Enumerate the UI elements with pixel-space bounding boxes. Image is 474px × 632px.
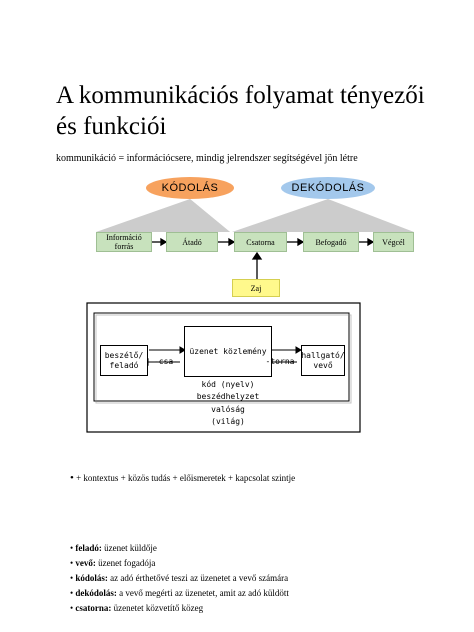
flow-transmitter-box: Átadó bbox=[166, 232, 218, 252]
flow-channel-box: Csatorna bbox=[234, 232, 287, 252]
context-line bbox=[70, 472, 295, 484]
message-box: üzenet közlemény bbox=[184, 326, 272, 377]
sender-box: beszélő/ feladó bbox=[100, 345, 148, 376]
channel-label-left: -csa- bbox=[153, 357, 179, 366]
term: csatorna: bbox=[75, 603, 112, 613]
term: dekódolás: bbox=[75, 588, 117, 598]
decoding-funnel bbox=[232, 199, 414, 232]
list-item bbox=[70, 556, 289, 571]
bullet-icon: • bbox=[70, 558, 76, 568]
definitions-list bbox=[70, 541, 289, 616]
reality-label: valóság bbox=[211, 405, 245, 414]
context-text: + kontextus + közös tudás + előismeretek + kapcsolat szintje bbox=[76, 473, 296, 483]
definition: üzenet küldője bbox=[101, 543, 157, 553]
bullet-icon: • bbox=[70, 603, 76, 613]
situation-label: beszédhelyzet bbox=[196, 392, 260, 401]
code-label: kód (nyelv) bbox=[201, 380, 255, 389]
definition: a vevő megérti az üzenetet, amit az adó küldött bbox=[116, 588, 289, 598]
list-item bbox=[70, 601, 289, 616]
definition: az adó érthetővé teszi az üzenetet a vevő számára bbox=[107, 573, 289, 583]
encoding-label: KÓDOLÁS bbox=[146, 177, 234, 199]
receiver-box: hallgató/ vevő bbox=[301, 345, 345, 376]
bullet-icon: • bbox=[70, 588, 76, 598]
term: feladó: bbox=[75, 543, 102, 553]
flow-receiver-box: Befogadó bbox=[303, 232, 359, 252]
encoding-funnel-left bbox=[96, 199, 230, 232]
noise-box: Zaj bbox=[232, 279, 280, 297]
definition: üzenetet közvetítő közeg bbox=[111, 603, 204, 613]
term: vevő: bbox=[75, 558, 96, 568]
bullet-icon: • bbox=[70, 472, 74, 484]
channel-label-right: -torna bbox=[265, 357, 295, 366]
list-item bbox=[70, 571, 289, 586]
definition-line: kommunikáció = információcsere, mindig jelrendszer segítségével jön létre bbox=[56, 153, 358, 164]
term: kódolás: bbox=[75, 573, 108, 583]
page-title: A kommunikációs folyamat tényezői és funkciói bbox=[56, 82, 425, 140]
definition: üzenet fogadója bbox=[95, 558, 156, 568]
decoding-label: DEKÓDOLÁS bbox=[281, 177, 375, 199]
list-item bbox=[70, 541, 289, 556]
flow-destination-box: Végcél bbox=[373, 232, 414, 252]
bullet-icon: • bbox=[70, 573, 76, 583]
world-label: (világ) bbox=[211, 417, 245, 426]
bullet-icon: • bbox=[70, 543, 76, 553]
flow-source-box: Információ forrás bbox=[96, 232, 152, 252]
list-item bbox=[70, 586, 289, 601]
